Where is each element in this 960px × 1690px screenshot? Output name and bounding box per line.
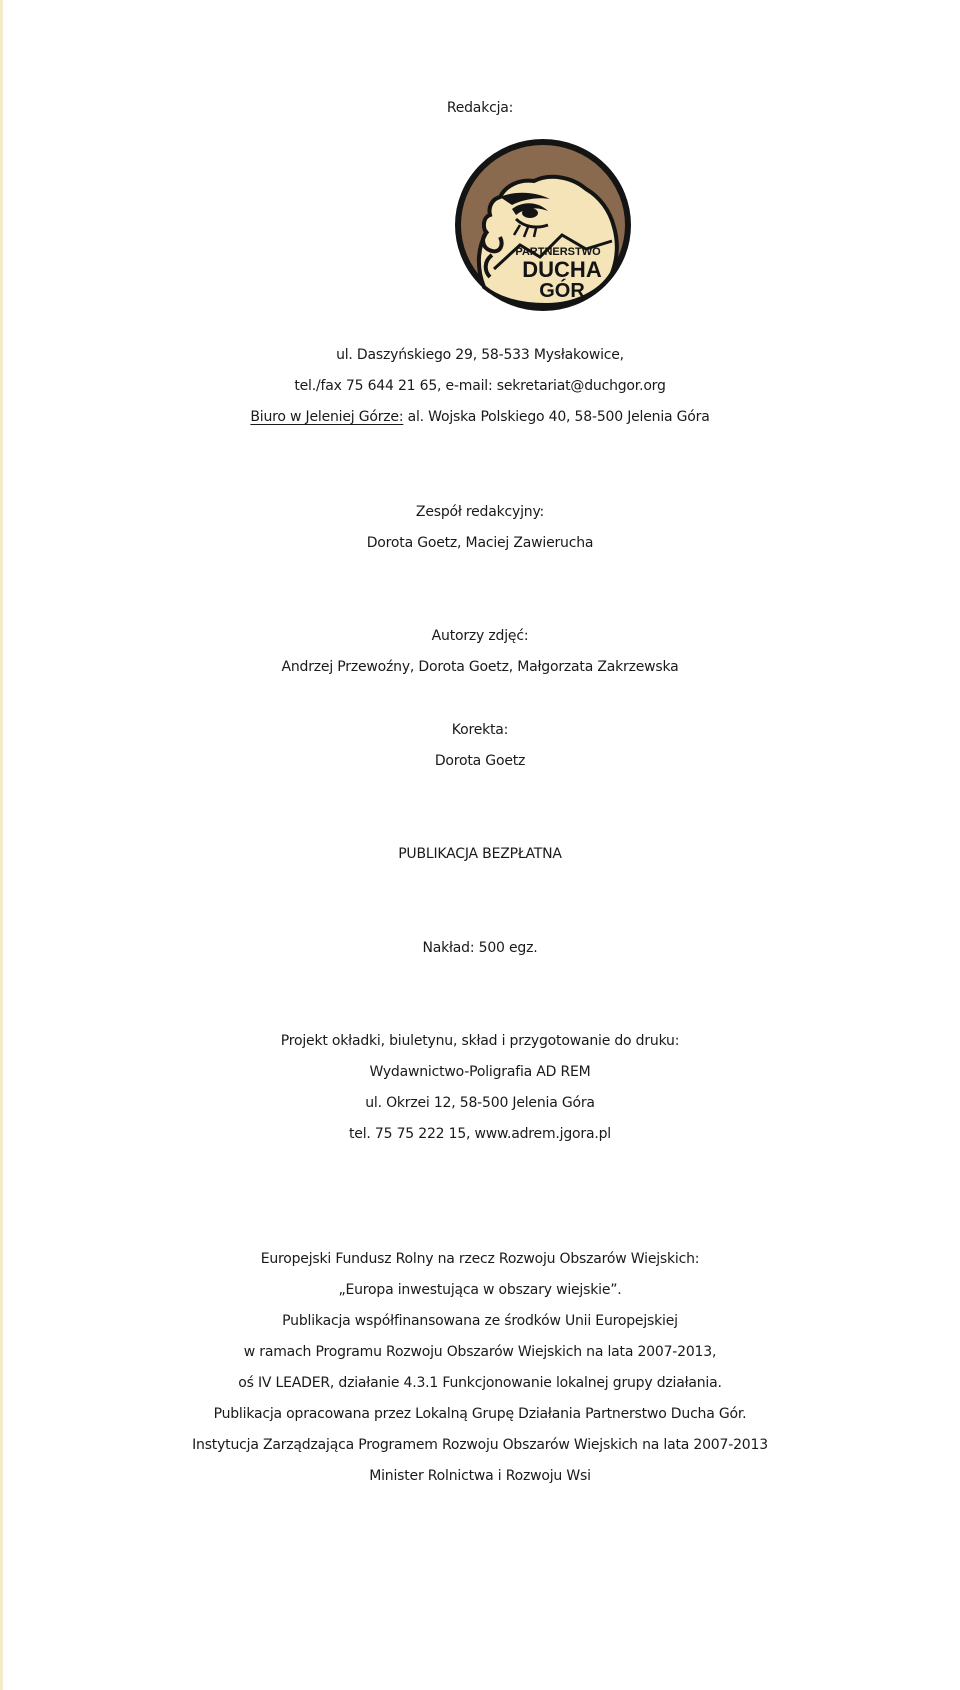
logo-text-partnerstwo: PARTNERSTWO — [515, 246, 601, 258]
funding-line-4: w ramach Programu Rozwoju Obszarów Wiejskich na lata 2007-2013, — [243, 1344, 717, 1360]
photos-label: Autorzy zdjęć: — [431, 628, 529, 644]
funding-line-1: Europejski Fundusz Rolny na rzecz Rozwoju Obszarów Wiejskich: — [260, 1251, 700, 1267]
partnerstwo-ducha-gor-logo — [454, 137, 632, 313]
proofreading-names: Dorota Goetz — [434, 753, 526, 769]
funding-line-8: Minister Rolnictwa i Rozwoju Wsi — [369, 1468, 591, 1484]
funding-line-7: Instytucja Zarządzająca Programem Rozwoju Obszarów Wiejskich na lata 2007-2013 — [192, 1437, 768, 1453]
design-line-1: Projekt okładki, biuletynu, skład i przygotowanie do druku: — [280, 1033, 680, 1049]
design-line-4: tel. 75 75 222 15, www.adrem.jgora.pl — [349, 1126, 611, 1142]
address-line-2: tel./fax 75 644 21 65, e-mail: sekretariat@duchgor.org — [294, 378, 666, 394]
office-address: al. Wojska Polskiego 40, 58-500 Jelenia Góra — [403, 409, 710, 425]
design-line-2: Wydawnictwo-Poligrafia AD REM — [369, 1064, 591, 1080]
team-label: Zespół redakcyjny: — [415, 504, 545, 520]
office-address-line — [0, 402, 960, 433]
funding-line-5: oś IV LEADER, działanie 4.3.1 Funkcjonowanie lokalnej grupy działania. — [238, 1375, 722, 1391]
logo-text-ducha: DUCHA — [522, 257, 602, 282]
logo-text-gor: GÓR — [539, 280, 585, 302]
funding-line-3: Publikacja współfinansowana ze środków Unii Europejskiej — [282, 1313, 678, 1329]
free-publication-notice: PUBLIKACJA BEZPŁATNA — [398, 846, 562, 862]
circulation-info: Nakład: 500 egz. — [422, 940, 538, 956]
funding-line-2: „Europa inwestująca w obszary wiejskie”. — [338, 1282, 622, 1298]
team-names: Dorota Goetz, Maciej Zawierucha — [366, 535, 594, 551]
photos-names: Andrzej Przewoźny, Dorota Goetz, Małgorzata Zakrzewska — [281, 659, 679, 675]
design-line-3: ul. Okrzei 12, 58-500 Jelenia Góra — [365, 1095, 595, 1111]
funding-line-6: Publikacja opracowana przez Lokalną Grupę Działania Partnerstwo Ducha Gór. — [213, 1406, 747, 1422]
proofreading-label: Korekta: — [451, 722, 509, 738]
address-line-1: ul. Daszyńskiego 29, 58-533 Mysłakowice, — [336, 347, 624, 363]
office-label: Biuro w Jeleniej Górze: — [250, 409, 404, 425]
editorial-label: Redakcja: — [446, 100, 514, 116]
